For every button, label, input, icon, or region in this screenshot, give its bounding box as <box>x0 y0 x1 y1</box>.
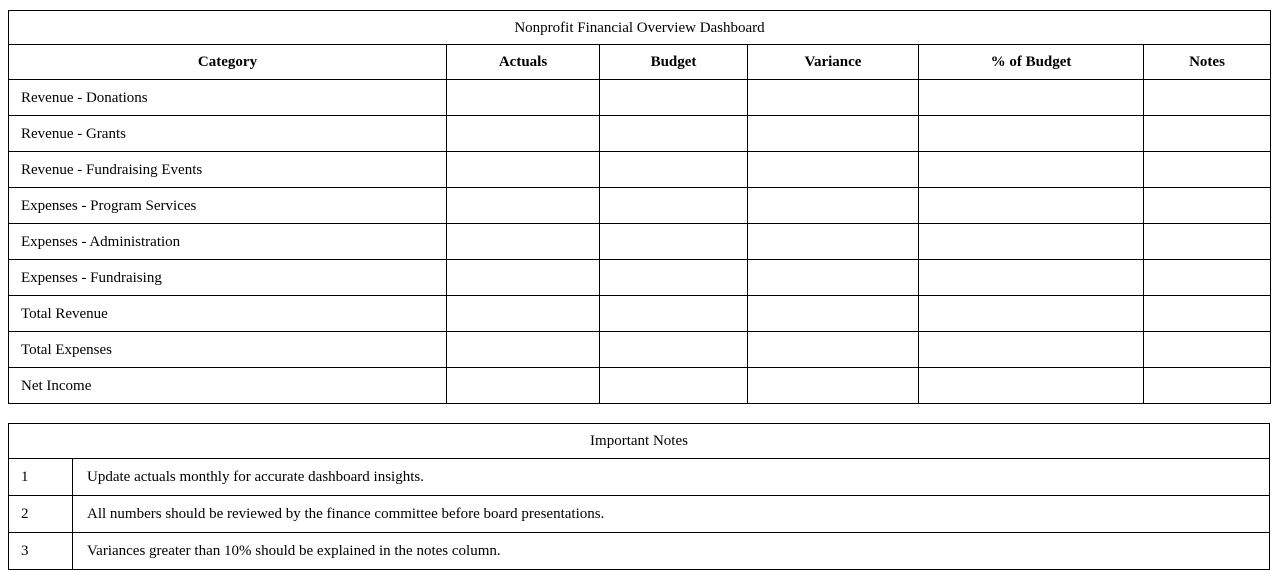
table-row <box>9 368 1271 404</box>
budget-cell[interactable] <box>600 116 748 152</box>
table-row <box>9 152 1271 188</box>
budget-cell[interactable] <box>600 152 748 188</box>
note-number: 2 <box>9 496 73 533</box>
notes-cell[interactable] <box>1144 152 1271 188</box>
category-label: Net Income <box>9 368 447 404</box>
note-number: 3 <box>9 533 73 570</box>
category-label: Revenue - Donations <box>9 80 447 116</box>
budget-cell[interactable] <box>600 80 748 116</box>
notes-cell[interactable] <box>1144 368 1271 404</box>
financial-table-head <box>9 11 1271 80</box>
pct-of-budget-cell[interactable] <box>919 224 1144 260</box>
actuals-cell[interactable] <box>447 224 600 260</box>
category-label: Total Revenue <box>9 296 447 332</box>
budget-cell[interactable] <box>600 260 748 296</box>
column-header-variance: Variance <box>748 45 919 80</box>
variance-cell[interactable] <box>748 80 919 116</box>
table-row <box>9 116 1271 152</box>
budget-cell[interactable] <box>600 296 748 332</box>
table-row <box>9 332 1271 368</box>
variance-cell[interactable] <box>748 260 919 296</box>
category-label: Expenses - Program Services <box>9 188 447 224</box>
pct-of-budget-cell[interactable] <box>919 188 1144 224</box>
column-header-actuals: Actuals <box>447 45 600 80</box>
column-header-notes: Notes <box>1144 45 1271 80</box>
notes-cell[interactable] <box>1144 260 1271 296</box>
budget-cell[interactable] <box>600 188 748 224</box>
category-label: Revenue - Fundraising Events <box>9 152 447 188</box>
note-row <box>9 459 1270 496</box>
actuals-cell[interactable] <box>447 152 600 188</box>
dashboard-title: Nonprofit Financial Overview Dashboard <box>9 11 1271 45</box>
variance-cell[interactable] <box>748 116 919 152</box>
table-row <box>9 224 1271 260</box>
category-label: Revenue - Grants <box>9 116 447 152</box>
variance-cell[interactable] <box>748 332 919 368</box>
table-row <box>9 80 1271 116</box>
notes-table-body <box>9 459 1270 570</box>
pct-of-budget-cell[interactable] <box>919 116 1144 152</box>
notes-cell[interactable] <box>1144 188 1271 224</box>
budget-cell[interactable] <box>600 368 748 404</box>
notes-cell[interactable] <box>1144 224 1271 260</box>
actuals-cell[interactable] <box>447 116 600 152</box>
pct-of-budget-cell[interactable] <box>919 368 1144 404</box>
actuals-cell[interactable] <box>447 80 600 116</box>
financial-table-body <box>9 80 1271 404</box>
category-label: Expenses - Fundraising <box>9 260 447 296</box>
financial-table-title-row <box>9 11 1271 45</box>
notes-cell[interactable] <box>1144 332 1271 368</box>
notes-cell[interactable] <box>1144 80 1271 116</box>
important-notes-table <box>8 423 1270 570</box>
pct-of-budget-cell[interactable] <box>919 80 1144 116</box>
actuals-cell[interactable] <box>447 188 600 224</box>
budget-cell[interactable] <box>600 224 748 260</box>
notes-cell[interactable] <box>1144 116 1271 152</box>
variance-cell[interactable] <box>748 152 919 188</box>
pct-of-budget-cell[interactable] <box>919 260 1144 296</box>
actuals-cell[interactable] <box>447 332 600 368</box>
pct-of-budget-cell[interactable] <box>919 296 1144 332</box>
important-notes-title: Important Notes <box>9 424 1270 459</box>
budget-cell[interactable] <box>600 332 748 368</box>
column-header-category: Category <box>9 45 447 80</box>
note-row <box>9 496 1270 533</box>
pct-of-budget-cell[interactable] <box>919 152 1144 188</box>
table-separator <box>8 404 1270 423</box>
financial-table-header-row <box>9 45 1271 80</box>
notes-table-title-row <box>9 424 1270 459</box>
actuals-cell[interactable] <box>447 260 600 296</box>
column-header-budget: Budget <box>600 45 748 80</box>
notes-table-head <box>9 424 1270 459</box>
note-number: 1 <box>9 459 73 496</box>
variance-cell[interactable] <box>748 368 919 404</box>
table-row <box>9 188 1271 224</box>
notes-cell[interactable] <box>1144 296 1271 332</box>
table-row <box>9 296 1271 332</box>
category-label: Expenses - Administration <box>9 224 447 260</box>
note-text: Variances greater than 10% should be explained in the notes column. <box>73 533 1270 570</box>
actuals-cell[interactable] <box>447 368 600 404</box>
pct-of-budget-cell[interactable] <box>919 332 1144 368</box>
column-header-pct-of-budget: % of Budget <box>919 45 1144 80</box>
actuals-cell[interactable] <box>447 296 600 332</box>
variance-cell[interactable] <box>748 224 919 260</box>
financial-overview-table <box>8 10 1271 404</box>
table-row <box>9 260 1271 296</box>
note-text: Update actuals monthly for accurate dashboard insights. <box>73 459 1270 496</box>
variance-cell[interactable] <box>748 296 919 332</box>
note-row <box>9 533 1270 570</box>
note-text: All numbers should be reviewed by the finance committee before board presentations. <box>73 496 1270 533</box>
category-label: Total Expenses <box>9 332 447 368</box>
variance-cell[interactable] <box>748 188 919 224</box>
